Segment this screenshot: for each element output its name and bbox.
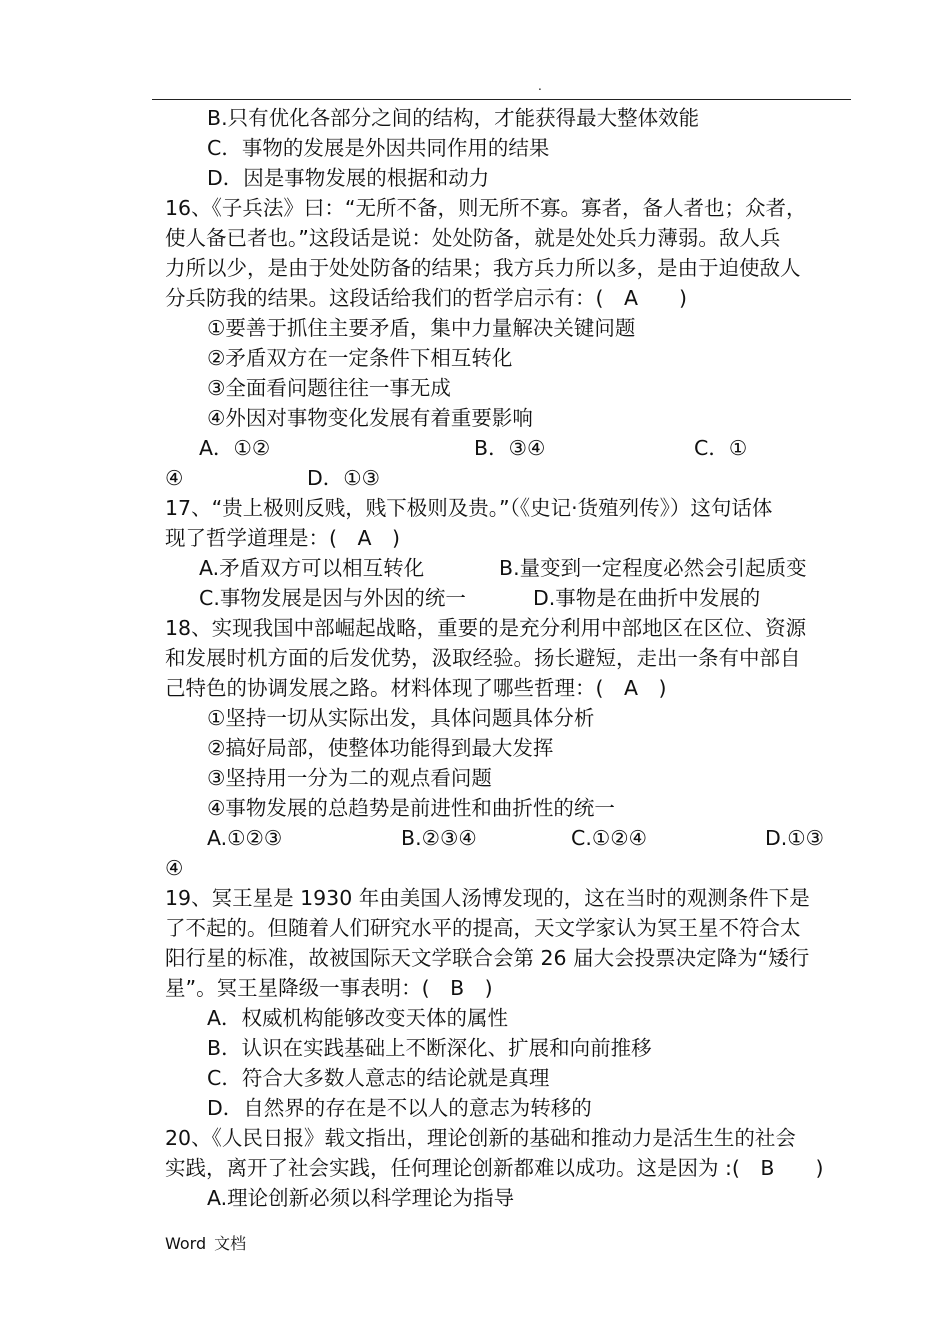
choice-row [165,823,845,853]
option-line: ①坚持一切从实际出发，具体问题具体分析 [207,706,595,730]
option-line: ②搞好局部，使整体功能得到最大发挥 [207,736,554,760]
question-18-line: 己特色的协调发展之路。材料体现了哪些哲理：( A ) [165,676,667,700]
option-line: ①要善于抓住主要矛盾，集中力量解决关键问题 [207,316,636,340]
text-line: B.只有优化各部分之间的结构，才能获得最大整体效能 [207,106,700,130]
text-line: C．事物的发展是外因共同作用的结果 [207,136,550,160]
question-16-line: 使人备已者也。”这段话是说：处处防备，就是处处兵力薄弱。敌人兵 [165,226,781,250]
question-19-line: 了不起的。但随着人们研究水平的提高，天文学家认为冥王星不符合太 [165,916,801,940]
page-footer [165,1234,254,1254]
choice-d: D.事物是在曲折中发展的 [533,586,761,610]
option-line: D．自然界的存在是不以人的意志为转移的 [207,1096,592,1120]
document-body [165,103,845,1213]
question-18-line: 18、实现我国中部崛起战略，重要的是充分利用中部地区在区位、资源 [165,616,807,640]
option-line: ④外因对事物变化发展有着重要影响 [207,406,533,430]
footer-word: Word [165,1234,207,1253]
choice-d: D．①③ [307,466,381,490]
question-16-line: 16、《子兵法》曰：“无所不备，则无所不寡。寡者，备人者也；众者， [165,196,807,220]
question-20-line: 20、《人民日报》载文指出，理论创新的基础和推动力是活生生的社会 [165,1126,796,1150]
option-line: ③全面看问题往往一事无成 [207,376,451,400]
header-rule [152,99,851,100]
question-17-line: 现了哲学道理是：( A ) [165,526,401,550]
choice-row [165,433,845,463]
choice-d-cont: ④ [165,856,184,880]
choice-row [165,553,845,583]
question-18-line: 和发展时机方面的后发优势，汲取经验。扬长避短，走出一条有中部自 [165,646,801,670]
option-line: B．认识在实践基础上不断深化、扩展和向前推移 [207,1036,652,1060]
choice-b: B.量变到一定程度必然会引起质变 [499,556,807,580]
question-17-line: 17、“贵上极则反贱，贱下极则及贵。”（《史记·货殖列传》）这句话体 [165,496,773,520]
choice-b: B.②③④ [401,826,477,850]
choice-a: A．①② [199,436,271,460]
question-19-line: 19、冥王星是 1930 年由美国人汤博发现的，这在当时的观测条件下是 [165,886,810,910]
choice-a: A.①②③ [207,826,283,850]
option-line: ②矛盾双方在一定条件下相互转化 [207,346,513,370]
text-line: D．因是事物发展的根据和动力 [207,166,490,190]
question-16-line: 分兵防我的结果。这段话给我们的哲学启示有：( A ) [165,286,688,310]
choice-a: A.矛盾双方可以相互转化 [199,556,425,580]
header-mark: . [538,79,542,93]
footer-doc: 文档 [214,1234,247,1253]
question-16-line: 力所以少，是由于处处防备的结果；我方兵力所以多，是由于迫使敌人 [165,256,801,280]
option-line: C．符合大多数人意志的结论就是真理 [207,1066,550,1090]
choice-d: D.①③ [765,826,825,850]
question-19-line: 阳行星的标准，故被国际天文学联合会第 26 届大会投票决定降为“矮行 [165,946,810,970]
option-line: A.理论创新必须以科学理论为指导 [207,1186,515,1210]
question-19-line: 星”。冥王星降级一事表明：( B ) [165,976,493,1000]
choice-row [165,583,845,613]
choice-c: C.①②④ [571,826,647,850]
option-line: ③坚持用一分为二的观点看问题 [207,766,492,790]
choice-c-cont: ④ [165,466,184,490]
option-line: A．权威机构能够改变天体的属性 [207,1006,509,1030]
option-line: ④事物发展的总趋势是前进性和曲折性的统一 [207,796,615,820]
choice-b: B．③④ [474,436,546,460]
choice-row [165,463,845,493]
choice-c: C.事物发展是因与外因的统一 [199,586,466,610]
choice-c: C．① [694,436,748,460]
question-20-line: 实践，离开了社会实践，任何理论创新都难以成功。这是因为 :( B ) [165,1156,824,1180]
